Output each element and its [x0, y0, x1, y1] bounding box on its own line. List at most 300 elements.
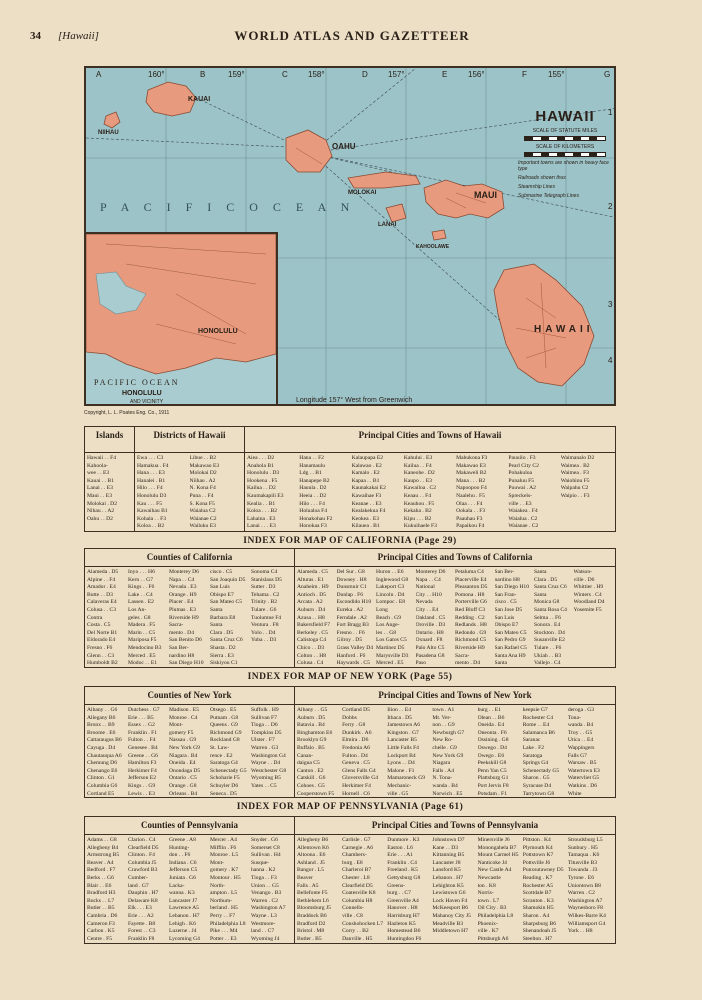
entry-list — [128, 569, 169, 667]
index-entry: Mariposa F5 — [128, 637, 157, 644]
index-entry: Beaver — [297, 874, 313, 881]
index-entry: Kamalo . E2 — [351, 470, 380, 477]
index-entry: Rome . . E4 — [522, 722, 550, 729]
index-entry: Lahaina . E3 — [247, 515, 276, 522]
index-entry: Oahu . . D2 — [87, 515, 113, 522]
entry-list — [404, 455, 456, 531]
index-entry: wee . . E3 — [87, 470, 110, 477]
index-entry: Colusa . . C3 — [87, 606, 117, 613]
index-entry: Kern . . G7 — [128, 576, 154, 583]
index-entry: Puuwai . A2 — [508, 485, 536, 492]
index-entry: Trinity . B2 — [251, 599, 278, 606]
index-entry: Barbara E8 — [210, 614, 236, 621]
index-entry: Washington A7 — [251, 905, 286, 912]
index-entry: Lassen . E2 — [128, 599, 154, 606]
index-entry: Fort Bragg B3 — [336, 622, 369, 629]
index-entry: nardino H8 — [169, 652, 195, 659]
index-entry: Bloomsburg J5 — [297, 905, 331, 912]
index-entry: New Ro- — [432, 737, 453, 744]
index-entry: Modoc . . E1 — [128, 660, 158, 667]
index-entry: Stroudsburg L5 — [567, 837, 603, 843]
index-entry: Waialua . C2 — [508, 515, 538, 522]
index-entry: Nihau . . A2 — [87, 508, 115, 515]
index-entry: Bakersfield F7 — [297, 622, 331, 629]
index-entry: ville . . E3 — [508, 500, 532, 507]
index-entry: Cortland E5 — [87, 790, 115, 797]
index-entry: Wayne . . D4 — [251, 760, 281, 767]
index-entry: non . . G9 — [432, 722, 455, 729]
entry-list — [561, 455, 613, 531]
index-entry: Contra — [87, 614, 103, 621]
index-entry: Petaluma C4 — [455, 569, 484, 575]
districts-column — [135, 427, 245, 531]
index-entry: Lebanon . H7 — [169, 912, 200, 919]
index-entry: Saranac — [522, 737, 541, 744]
index-entry: Williamsport G4 — [567, 920, 606, 927]
index-entry: Siskiyou C1 — [210, 660, 238, 667]
index-entry: Hana . . . E3 — [137, 470, 165, 477]
index-entry: Santa Ana H9 — [494, 652, 526, 659]
index-entry: Alameda . D5 — [87, 569, 119, 575]
index-entry: mento . D4 — [455, 660, 481, 667]
index-entry: Keokea . E3 — [351, 515, 380, 522]
index-entry: Madera . F5 — [128, 622, 156, 629]
index-entry: Red Bluff C3 — [455, 606, 486, 613]
index-entry: Oxnard . F8 — [415, 637, 443, 644]
index-entry: Dunkirk . A6 — [342, 729, 372, 736]
index-entry: Kekaha . B2 — [403, 508, 432, 515]
entry-list — [251, 569, 292, 667]
index-entry: Merced . E5 — [376, 660, 404, 667]
index-entry: Franklin . F1 — [128, 729, 158, 736]
index-entry — [561, 508, 613, 516]
index-entry: Anaheim . H9 — [297, 584, 329, 591]
entry-list — [297, 569, 337, 667]
index-entry: Napoopoo F4 — [456, 485, 487, 492]
index-entry: Los Gatos C5 — [376, 637, 407, 644]
index-entry: Spreckels- — [508, 492, 533, 499]
index-entry: Placer . E4 — [169, 599, 194, 606]
entry-list — [210, 837, 251, 943]
longitude-tick: 160° — [148, 70, 165, 79]
index-entry: Santa — [210, 606, 223, 613]
index-entry: Clarion . C4 — [128, 837, 156, 843]
index-entry: Santa — [534, 569, 547, 575]
entry-list — [568, 707, 613, 797]
index-entry: Inglewood G8 — [376, 576, 409, 583]
index-entry: Redondo . G9 — [455, 629, 487, 636]
index-entry: Beaver . A4 — [87, 859, 114, 866]
index-entry: Woodland D4 — [573, 599, 605, 606]
index-entry — [251, 645, 292, 653]
entries — [85, 705, 294, 797]
index-entry: Waipahu C2 — [560, 485, 589, 492]
index-entry: Hunting- — [169, 844, 190, 851]
longitude-tick: 157° — [388, 70, 405, 79]
index-entry: Westmore- — [251, 920, 276, 927]
index-entry: Keanae . . E3 — [351, 500, 382, 507]
honolulu-inset-map — [84, 232, 278, 406]
index-entry: Santa Cruz C6 — [534, 584, 567, 591]
index-entry: Sunbury . H5 — [567, 844, 598, 851]
index-entry: Waianae C2 — [189, 515, 217, 522]
index-entry: Alameda . C5 — [297, 569, 328, 575]
index-entry: Washington G4 — [251, 752, 286, 759]
index-entry: Alpine . . F4 — [87, 576, 116, 583]
page-number: 34 — [30, 30, 41, 42]
entry-list — [297, 707, 342, 797]
index-entry: Bristol . M8 — [297, 928, 325, 935]
index-entry: Kahoola- — [87, 462, 108, 469]
index-entry: chelle . G9 — [432, 744, 457, 751]
index-entry: Hawaii . . F4 — [87, 455, 117, 461]
index-entry: geles . G8 — [128, 614, 151, 621]
index-entry: Humboldt B2 — [87, 660, 118, 667]
entry-list — [523, 837, 568, 943]
index-entry: Owego . E6 — [477, 752, 505, 759]
index-entry — [251, 653, 292, 661]
grid-number: 3 — [608, 300, 613, 309]
index-entry: Dunmore . K3 — [387, 837, 420, 843]
index-entry: daigua C5 — [297, 760, 320, 767]
column-header: Principal Cities and Towns of Pennsylvania — [295, 817, 615, 835]
index-entry: Kane . . D3 — [432, 844, 459, 851]
entry-list — [456, 455, 508, 531]
index-entry: Kings . . G9 — [128, 782, 156, 789]
index-entry: Marin . . C5 — [128, 629, 156, 636]
index-entry: Glenn . . C3 — [87, 652, 115, 659]
index-entry: Kau . . . F5 — [137, 500, 163, 507]
grid-number: 4 — [608, 356, 613, 365]
index-entry: Whittier . H9 — [573, 584, 604, 591]
index-entry: Libue . . B2 — [189, 455, 217, 461]
index-entry: Oil City . B3 — [477, 905, 507, 912]
index-entry: Oneida . E4 — [169, 760, 196, 767]
index-entry: Waianae . C2 — [508, 523, 539, 530]
index-entry: Nevada . E3 — [169, 584, 197, 591]
index-entry: Huron . . E6 — [376, 569, 404, 575]
index-entry: Nanticoke J4 — [477, 859, 507, 866]
cities-column — [295, 817, 615, 943]
entry-list — [574, 569, 614, 667]
index-entry: Malone . F1 — [387, 767, 415, 774]
index-entry: Pittsburgh A6 — [477, 935, 509, 942]
index-entry: Armstrong B5 — [87, 852, 120, 859]
index-entry: Franklin . C4 — [387, 859, 417, 866]
index-entry: Warren . C2 — [251, 897, 279, 904]
entry-list — [297, 837, 342, 943]
entries — [295, 705, 615, 797]
index-entry: Falls . A4 — [432, 767, 455, 774]
index-entry: Susanville E2 — [534, 637, 565, 644]
index-entry: Lansford K5 — [432, 867, 461, 874]
entry-list — [478, 707, 523, 797]
index-entry: St. Law- — [210, 744, 230, 751]
index-entry: Putnam . G8 — [210, 714, 239, 721]
index-entry: Lehigh . K6 — [169, 920, 196, 927]
index-entry: Colusa . C4 — [297, 660, 324, 667]
index-entry: Papaikou F4 — [456, 523, 485, 530]
index-entry: N. Tona- — [432, 775, 453, 782]
entry-list — [387, 837, 432, 943]
index-entry: Chenango E6 — [87, 767, 118, 774]
grid-letter: G — [604, 70, 611, 79]
index-entry: Peekskill G8 — [477, 760, 507, 767]
entry-list — [128, 837, 169, 943]
index-entry: Mont- — [210, 859, 224, 866]
index-entry: Pohakuloa — [508, 470, 533, 477]
index-entry: mento . D4 — [169, 629, 195, 636]
index-entry: Pleasanton D5 — [455, 584, 488, 591]
index-entry: Erie . . . B5 — [128, 714, 154, 721]
index-entry: Titusville B3 — [567, 859, 598, 866]
index-entry: Tyrone . E6 — [567, 874, 595, 881]
index-entry: Queens . G9 — [210, 722, 238, 729]
index-entry: Sonora . E4 — [534, 622, 561, 629]
scale-miles-label: SCALE OF STATUTE MILES — [532, 128, 598, 134]
index-entry: Kipu . . . B2 — [403, 515, 432, 522]
index-entry: Orange . H9 — [169, 591, 197, 598]
index-entry: Fresno . F6 — [87, 644, 113, 651]
index-entry: Clinton . G1 — [87, 775, 115, 782]
index-entry: Dunsmuir C1 — [336, 584, 367, 591]
index-entry: Mahukona F3 — [456, 455, 488, 461]
index-entry: Braddock B6 — [297, 912, 327, 919]
index-entry: Lewis . . E3 — [128, 790, 155, 797]
index-entry: Lehighton K5 — [432, 882, 464, 889]
index-entry: Martinez D5 — [376, 644, 405, 651]
index-entry: Lanai . . . E3 — [247, 523, 276, 530]
index-entry: Franklin F8 — [128, 935, 155, 942]
index-entry: Greenville A4 — [387, 897, 419, 904]
index-entry: Waimanalo D2 — [560, 455, 595, 461]
index-entry: Waiakea . F4 — [508, 508, 538, 515]
legend-item: Steamship Lines — [518, 184, 555, 190]
index-entry: New York G9 — [169, 744, 200, 751]
counties-column — [85, 549, 295, 667]
index-entry: Jefferson E2 — [128, 775, 157, 782]
index-entry: burg . E8 — [342, 859, 363, 866]
index-entry: Cooperstown F5 — [297, 790, 335, 797]
entries — [85, 567, 294, 667]
index-entry: Canan- — [297, 752, 314, 759]
index-entry: San Diego H10 — [494, 584, 529, 591]
index-entry: Monongahela B7 — [477, 844, 517, 851]
index-entry: hanna . K2 — [251, 867, 276, 874]
index-entry: Plattsburg G1 — [477, 775, 509, 782]
index-entry: Monica G8 — [534, 599, 560, 606]
hawaii-map — [84, 66, 616, 406]
grid-letter: C — [282, 70, 288, 79]
entries — [85, 453, 134, 523]
index-entry: Pottstown K7 — [522, 852, 554, 859]
index-entry: Waiohinu F5 — [560, 477, 590, 484]
column-header: Principal Cities and Towns of California — [295, 549, 615, 567]
index-entry: Tamaqua . K6 — [567, 852, 600, 859]
index-entry: Vallejo . C4 — [534, 660, 561, 667]
index-entry: Cumber- — [128, 874, 148, 881]
index-entry: Merced . E5 — [128, 652, 156, 659]
index-entry — [561, 501, 613, 509]
index-entry: Fulton . D4 — [342, 752, 368, 759]
index-entry: Oroville . D3 — [415, 622, 446, 629]
index-entry: Tarrytown G8 — [522, 790, 555, 797]
index-entry: Oneonta . F6 — [477, 729, 507, 736]
index-entry: Anahola B1 — [247, 462, 274, 469]
index-entry: Lycoming G4 — [169, 935, 200, 942]
index-entry: Johnstown D7 — [432, 837, 465, 843]
index-entry: Cameron F3 — [87, 920, 115, 927]
entries — [85, 835, 294, 943]
index-entry: Makaweli B2 — [456, 470, 487, 477]
index-entry: Chambers- — [342, 852, 367, 859]
index-entry: Sonoma C4 — [251, 569, 278, 575]
index-entry: Riverside H9 — [169, 614, 199, 621]
index-entry: Colton . . H8 — [297, 652, 327, 659]
index-entry: Hanapepe B2 — [299, 477, 330, 484]
index-entry: Bradford D2 — [297, 920, 326, 927]
column-header: Principal Cities and Towns of New York — [295, 687, 615, 705]
entry-list — [478, 837, 523, 943]
index-entry: Allegany B6 — [87, 714, 116, 721]
index-entry: Redding . C2 — [455, 614, 485, 621]
entry-list — [342, 707, 387, 797]
index-entry: Shamokin H5 — [522, 905, 554, 912]
index-entry: Kaumakapili E3 — [247, 492, 284, 499]
index-entry: Middletown H7 — [432, 928, 469, 935]
index-entry: Santa — [210, 622, 223, 629]
index-entry: Port Jervis F8 — [477, 782, 509, 789]
index-entry: Lanai . . E3 — [87, 485, 113, 492]
scale-bar — [524, 136, 606, 141]
index-entry: Paauhau F3 — [456, 515, 483, 522]
index-entry: City . . H10 — [415, 591, 442, 598]
entry-list — [508, 455, 560, 531]
entry-list — [352, 455, 404, 531]
index-entry: Holualoa F4 — [299, 508, 328, 515]
index-entry: Niihau . A2 — [189, 477, 216, 484]
index-entry: Pauuilo . F3 — [508, 455, 536, 461]
column-header: Counties of Pennsylvania — [85, 817, 294, 835]
index-entry: Falls G7 — [567, 752, 587, 759]
index-entry: Yates . . C5 — [251, 782, 277, 789]
index-entry: Tuolumne F4 — [251, 614, 282, 621]
longitude-tick: 156° — [468, 70, 485, 79]
index-entry: ampton . L5 — [210, 890, 238, 897]
index-entry: Kingston . G7 — [387, 729, 419, 736]
index-entry: Kealakekua F4 — [351, 508, 386, 515]
index-entry: Hanalei . B1 — [137, 477, 166, 484]
index-entry: Dutchess . G7 — [128, 707, 160, 713]
grid-letter: F — [522, 70, 527, 79]
index-entry: Ulster . F7 — [251, 737, 275, 744]
index-entry: North- — [210, 882, 225, 889]
index-entry: Warsaw . B5 — [567, 760, 597, 767]
index-entry: gomery F5 — [169, 729, 194, 736]
index-entry: San Benito D6 — [169, 637, 202, 644]
index-entry: Waimea . F3 — [560, 470, 589, 477]
index-entry: Westchester G8 — [251, 767, 287, 774]
index-entry: Elmira . D6 — [342, 737, 369, 744]
entry-list — [210, 569, 251, 667]
index-entry: Rochester C4 — [522, 714, 553, 721]
index-entry: Corry . . B2 — [342, 928, 369, 935]
california-index-title: INDEX FOR MAP OF CALIFORNIA (Page 29) — [243, 536, 457, 546]
index-entry: Onondaga D5 — [169, 767, 201, 774]
index-entry: Schenectady G5 — [210, 767, 247, 774]
index-entry: Oakland . C5 — [415, 614, 446, 621]
column-header: Counties of New York — [85, 687, 294, 705]
index-entry: Forest . . C3 — [128, 928, 156, 935]
index-entry: San Luis — [210, 584, 230, 591]
index-entry: Fresno . . F6 — [336, 629, 365, 636]
entry-list — [87, 455, 132, 523]
index-entry: ville . G5 — [387, 790, 409, 797]
index-entry: Meadville B3 — [432, 920, 464, 927]
index-entry: Buffalo . B5 — [297, 744, 325, 751]
index-entry: Obispo E7 — [494, 622, 519, 629]
index-entry: Beach . G9 — [376, 614, 402, 621]
index-entry: Potsdam . F1 — [477, 790, 507, 797]
index-entry — [574, 660, 614, 667]
longitude-note: Longitude 157° West from Greenwich — [296, 397, 413, 404]
index-entry: San Mateo C5 — [494, 629, 527, 636]
index-entry: Ossining . G8 — [477, 737, 509, 744]
index-entry: Kealia . . B1 — [247, 500, 276, 507]
index-entry: Inyo . . . H6 — [128, 569, 155, 575]
index-entry: Sacra- — [169, 622, 184, 629]
index-entry — [574, 645, 614, 653]
index-entry: Napa . . C4 — [169, 576, 195, 583]
index-entry: Napa . . C4 — [415, 576, 441, 583]
index-entry: Huntingdon F6 — [387, 935, 422, 942]
grid-letter: A — [96, 70, 102, 79]
entry-list — [251, 707, 292, 797]
index-entry: Mont- — [169, 722, 183, 729]
index-entry — [568, 936, 613, 943]
map-title: HAWAII — [535, 108, 595, 125]
index-entry — [574, 622, 614, 630]
index-entry: Winters . C4 — [573, 591, 602, 598]
entries — [295, 567, 615, 667]
index-entry: Fredonia A6 — [342, 744, 370, 751]
index-entry: Kings . . F6 — [128, 584, 155, 591]
index-entry: Del Norte B1 — [87, 629, 118, 636]
index-entry: Bedford . F7 — [87, 867, 116, 874]
index-entry — [574, 630, 614, 638]
copyright-note: Copyright, L. L. Poates Eng. Co., 1911 — [84, 410, 170, 416]
index-entry: Chico . . D3 — [297, 644, 325, 651]
index-entry: Minersville J6 — [477, 837, 510, 843]
index-entry: Tulare . . F6 — [534, 644, 562, 651]
index-entry: Niagara — [432, 760, 451, 767]
index-entry: Fulton . . F4 — [128, 737, 156, 744]
index-entry: Downey . H8 — [336, 576, 367, 583]
index-entry: Columbia G6 — [87, 782, 118, 789]
index-entry: Genesee . B4 — [128, 744, 158, 751]
hawaii-index-table — [84, 426, 616, 532]
index-entry: Coatesville K8 — [342, 890, 376, 897]
index-entry: Naalehu . F5 — [456, 492, 485, 499]
index-entry: Broome . E6 — [87, 729, 116, 736]
index-entry: Montour . H5 — [210, 874, 241, 881]
index-entry: Essex . . G2 — [128, 722, 155, 729]
index-entry: rence . E2 — [210, 752, 233, 759]
index-entry: Monterey D6 — [169, 569, 199, 575]
index-entry: San Diego H10 — [169, 660, 204, 667]
index-entry: les . . G8 — [376, 629, 397, 636]
entry-list — [87, 707, 128, 797]
